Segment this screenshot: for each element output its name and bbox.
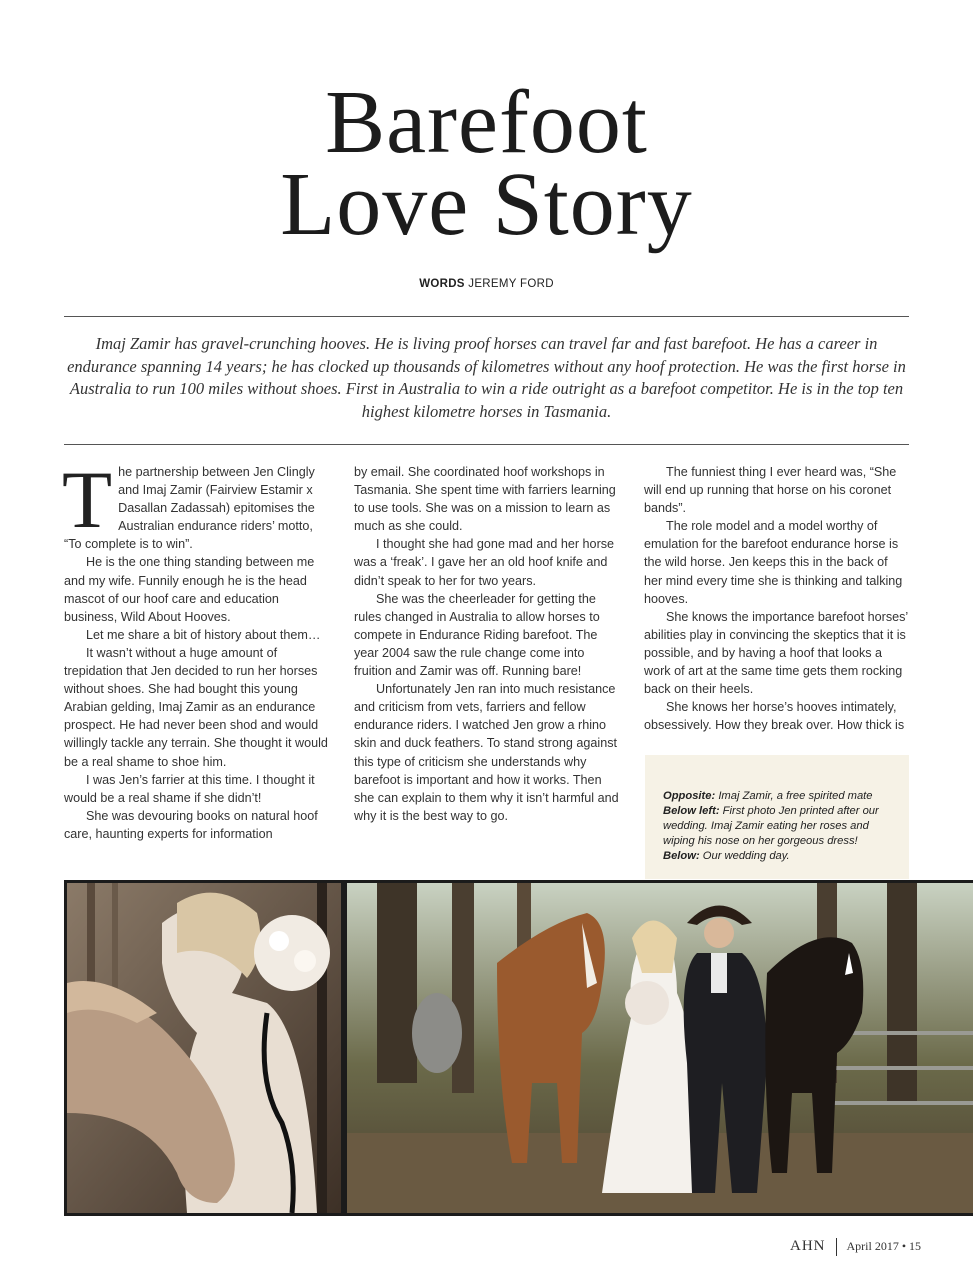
page-footer: [790, 1238, 921, 1256]
paragraph: She knows the importance barefoot horses’ abilities play in convincing the skeptics that it is possible, and by having a hoof that looks a work of art at the same time gets them rocking back on their heels.: [644, 609, 908, 697]
body-column-2: [354, 463, 619, 825]
wedding-couple-with-horses-photo-icon: [347, 883, 973, 1213]
paragraph: The role model and a model worthy of emulation for the barefoot endurance horse is the wild horse. Jen keeps this in the back of her mind every time she is thinking and talking hooves.: [644, 519, 903, 606]
paragraph: Let me share a bit of history about them…: [86, 627, 321, 642]
paragraph: Unfortunately Jen ran into much resistance and criticism from vets, farriers and fellow endurance riders. I watched Jen grow a rhino skin and duck feathers. To stand strong against this type of criticism she understands why barefoot is important and how it works. Then she can explain to them why it isn’t harmful and why it is the best way to go.: [354, 682, 619, 823]
article-title: [0, 73, 973, 254]
caption-text: Imaj Zamir, a free spirited mate: [718, 790, 873, 802]
title-line-2: Love Story: [280, 155, 693, 254]
divider-bottom: [64, 444, 909, 445]
page-number: 15: [909, 1239, 922, 1253]
footer-bullet: •: [901, 1239, 907, 1253]
body-column-1: [62, 454, 329, 843]
footer-separator: [836, 1238, 837, 1256]
caption-label: Opposite:: [663, 790, 716, 802]
caption-text: Our wedding day.: [702, 850, 790, 862]
paragraph-text: he partnership between Jen Clingly and Imaj Zamir (Fairview Estamir x Dasallan Zadassah) epitomises the Australian endurance riders’ motto, “To complete is to win”.: [64, 465, 315, 552]
bride-with-horse-photo-icon: [67, 883, 341, 1213]
byline: [0, 278, 973, 290]
paragraph: [62, 454, 329, 553]
paragraph: The funniest thing I ever heard was, “She will end up running that horse on his coronet bands”.: [644, 465, 897, 516]
paragraph: She was devouring books on natural hoof care, haunting experts for information: [64, 808, 318, 841]
issue-date: April 2017: [846, 1239, 899, 1253]
caption-line: [663, 849, 893, 864]
drop-cap: T: [62, 454, 113, 545]
body-column-3: [644, 463, 909, 734]
photo-strip: [64, 880, 973, 1216]
caption-label: Below:: [663, 850, 700, 862]
divider-top: [64, 316, 909, 317]
paragraph: by email. She coordinated hoof workshops in Tasmania. She spent time with farriers learning to use tools. She was on a mission to learn as much as she could.: [354, 465, 616, 534]
photo-caption-box: [645, 755, 909, 879]
caption-label: Below left:: [663, 805, 720, 817]
byline-label: WORDS: [419, 278, 465, 290]
paragraph: She knows her horse’s hooves intimately, obsessively. How they break over. How thick is: [644, 700, 905, 733]
standfirst: Imaj Zamir has gravel-crunching hooves. He is living proof horses can travel far and fast barefoot. He has a career in endurance spanning 14 years; he has clocked up thousands of kilometres without any hoof protection. He was the first horse in Australia to run 100 miles without shoes. First in Australia to win a ride outright as a barefoot competitor. He is in the top ten highest kilometre horses in Tasmania.: [67, 334, 906, 421]
caption-line: [663, 789, 893, 804]
magazine-name: AHN: [790, 1238, 826, 1254]
caption-line: [663, 804, 893, 849]
paragraph: She was the cheerleader for getting the rules changed in Australia to allow horses to compete in Endurance Riding barefoot. The year 2004 saw the rule change come into fruition and Zamir was off. Running bare!: [354, 591, 600, 679]
paragraph: I thought she had gone mad and her horse was a ‘freak’. I gave her an old hoof knife and didn’t speak to her for two years.: [354, 537, 615, 588]
byline-author: JEREMY FORD: [468, 278, 554, 290]
title-line-1: Barefoot: [325, 73, 648, 172]
paragraph: I was Jen’s farrier at this time. I thought it would be a real shame if she didn’t!: [64, 772, 315, 805]
paragraph: He is the one thing standing between me and my wife. Funnily enough he is the head mascot of our hoof care and education business, Wild About Hooves.: [64, 555, 315, 624]
paragraph: It wasn’t without a huge amount of trepidation that Jen decided to run her horses without shoes. She had bought this young Arabian gelding, Imaj Zamir as an endurance prospect. He had never been shod and would willingly tackle any terrain. She thought it would be a real shame to shoe him.: [64, 645, 328, 769]
caption-text: First photo Jen printed after our wedding. Imaj Zamir eating her roses and wiping his nose on her gorgeous dress!: [663, 805, 879, 847]
